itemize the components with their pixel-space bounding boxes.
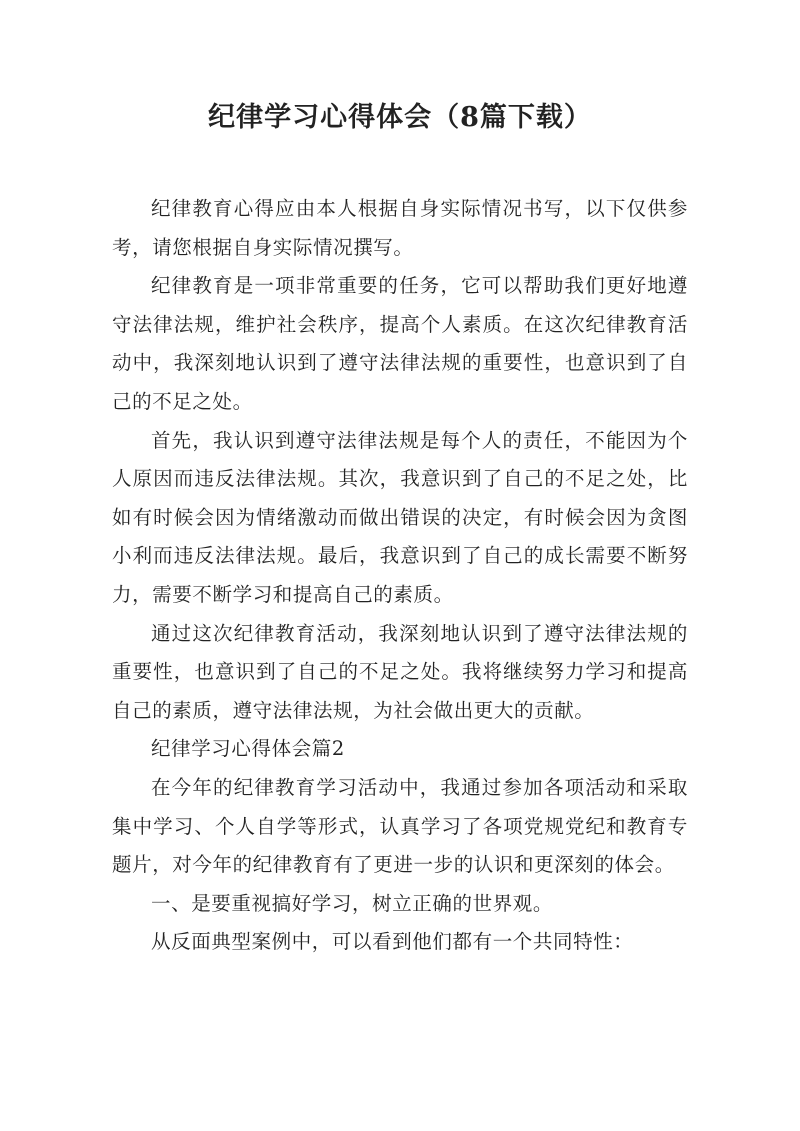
paragraph-point-one: 一、是要重视搞好学习，树立正确的世界观。 [151,891,554,915]
document-title: 纪律学习心得体会（8篇下载） [208,102,592,133]
paragraph-this-year: 在今年的纪律教育学习活动中，我通过参加各项活动和采取集中学习、个人自学等形式，认真学习了各项党规党纪和教育专题片，对今年的纪律教育有了更进一步的认识和更深刻的体会。 [112,775,688,877]
paragraph-intro: 纪律教育心得应由本人根据自身实际情况书写，以下仅供参考，请您根据自身实际情况撰写。 [112,197,688,259]
paragraph-conclusion: 通过这次纪律教育活动，我深刻地认识到了遵守法律法规的重要性，也意识到了自己的不足之处。我将继续努力学习和提高自己的素质，遵守法律法规，为社会做出更大的贡献。 [112,621,688,722]
paragraph-first-second-last: 首先，我认识到遵守法律法规是每个人的责任，不能因为个人原因而违反法律法规。其次，我意识到了自己的不足之处，比如有时候会因为情绪激动而做出错误的决定，有时候会因为贪图小利而违反法律法规。最后，我意识到了自己的成长需要不断努力，需要不断学习和提高自己的素质。 [112,428,688,606]
paragraph-negative-cases: 从反面典型案例中，可以看到他们都有一个共同特性： [151,930,634,954]
section-heading-part-2: 纪律学习心得体会篇2 [151,737,345,761]
paragraph-importance: 纪律教育是一项非常重要的任务，它可以帮助我们更好地遵守法律法规，维护社会秩序，提高个人素质。在这次纪律教育活动中，我深刻地认识到了遵守法律法规的重要性，也意识到了自己的不足之处。 [112,274,688,413]
